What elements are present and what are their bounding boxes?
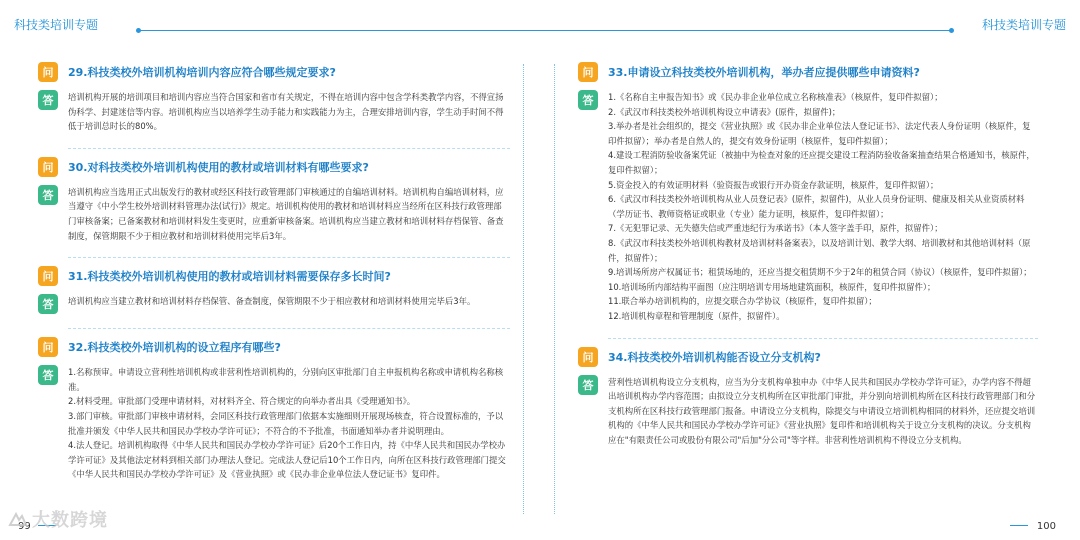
question-row (578, 62, 1038, 82)
answer-paragraph: 2.《武汉市科技类校外培训机构设立申请表》(原件，拟留件)； (608, 106, 841, 117)
question-badge-icon: 问 (38, 337, 58, 357)
column-divider (523, 64, 524, 514)
header-rule-dot (949, 28, 954, 33)
answer-paragraph: 培训机构应当建立教材和培训材料存档保管、备查制度，保管期限不少于相应教材和培训材料使用完毕后3年。 (68, 296, 476, 307)
header-title-left: 科技类培训专题 (14, 18, 99, 32)
qa-block (38, 157, 510, 243)
qa-block (38, 266, 510, 314)
answer-paragraph: 11.联合举办培训机构的，应提交联合办学协议（核原件，复印件拟留）； (608, 296, 877, 307)
answer-paragraph: 培训机构应当选用正式出版发行的教材或经区科技行政管理部门审核通过的自编培训材料。培训机构自编培训材料，应当遵守《中小学生校外培训材料管理办法(试行)》规定。培训机构使用的教材和培训材料应当经所在区科技行政管理部门审核备案；已备案教材和培训材料发生变更时，应重新审核备案。培训机构应当建立教材和培训材料存档保管、备查制度，保管期限不少于相应教材和培训材料使用完毕后3年。 (68, 186, 504, 241)
qa-separator (68, 328, 510, 329)
qa-separator (68, 257, 510, 258)
answer-text (608, 375, 1038, 448)
answer-row (578, 90, 1038, 324)
answer-paragraph: 培训机构开展的培训项目和培训内容应当符合国家和省市有关规定，不得在培训内容中包含学科类教学内容，不得宣扬伪科学、封建迷信等内容。培训机构应当以培养学生动手能力和实践能力为主，合理安排培训内容，学生动手时间不得低于培训总时长的80%。 (68, 92, 504, 132)
answer-badge-icon: 答 (38, 365, 58, 385)
question-badge-icon: 问 (38, 157, 58, 177)
answer-row (38, 365, 510, 482)
header-title-right: 科技类培训专题 (981, 18, 1066, 32)
answer-paragraph: 9.培训场所房产权属证书；租赁场地的，还应当提交租赁期不少于2年的租赁合同（协议）（核原件，复印件拟留）； (608, 267, 1032, 278)
page-number-right: 100 (1036, 521, 1056, 532)
qa-separator (68, 148, 510, 149)
answer-paragraph: 8.《武汉市科技类校外培训机构教材及培训材料备案表》，以及培训计划、教学大纲、培训教材和其他培训材料（原件，拟留件）； (608, 237, 1031, 263)
question-badge-icon: 问 (578, 62, 598, 82)
column-divider (554, 64, 555, 514)
answer-paragraph: 5.资金投入的有效证明材料（验资报告或银行开办资金存款证明，核原件，复印件拟留）； (608, 179, 939, 190)
question-text: 30.对科技类校外培训机构使用的教材或培训材料有哪些要求? (68, 160, 369, 174)
question-row (38, 337, 510, 357)
question-row (38, 62, 510, 82)
page-number-left: 99 (18, 521, 31, 532)
question-badge-icon: 问 (578, 347, 598, 367)
answer-paragraph: 6.《武汉市科技类校外培训机构从业人员登记表》(原件，拟留件)，从业人员身份证明、健康及相关从业资质材料（学历证书、教师资格证或职业（专业）能力证明，核原件，复印件拟留）； (608, 194, 1025, 219)
answer-paragraph: 1.名称预审。申请设立营利性培训机构或非营利性培训机构的，分别向区审批部门自主申报机构名称或申请机构名称核准。 (68, 367, 504, 392)
answer-paragraph: 3.部门审核。审批部门审核申请材料，会同区科技行政管理部门依据本实施细则开展现场核查，符合设置标准的，予以批准并颁发《中华人民共和国民办学校办学许可证》；不符合的不予批准，书面通知举办者并说明理由。 (68, 410, 504, 436)
answer-text (68, 185, 510, 243)
question-row (578, 347, 1038, 367)
watermark (8, 506, 108, 532)
answer-row (38, 294, 510, 314)
answer-paragraph: 7.《无犯罪记录、无失德失信或严重违纪行为承诺书》（本人签字盖手印，原件，拟留件）； (608, 223, 943, 234)
qa-block (578, 62, 1038, 324)
answer-badge-icon: 答 (38, 294, 58, 314)
header-rule-dot (136, 28, 141, 33)
question-row (38, 157, 510, 177)
qa-block (38, 337, 510, 482)
question-text: 32.科技类校外培训机构的设立程序有哪些? (68, 341, 281, 355)
question-row (38, 266, 510, 286)
answer-row (38, 90, 510, 134)
answer-text (608, 90, 1038, 324)
qa-separator (608, 338, 1038, 339)
question-badge-icon: 问 (38, 62, 58, 82)
answer-paragraph: 2.材料受理。审批部门受理申请材料，对材料齐全、符合规定的向举办者出具《受理通知书》。 (68, 396, 416, 407)
right-qa-list (578, 62, 1038, 461)
question-text: 29.科技类校外培训机构培训内容应符合哪些规定要求? (68, 66, 336, 79)
answer-text (68, 90, 510, 134)
header-rule-right (540, 30, 950, 40)
answer-badge-icon: 答 (38, 185, 58, 205)
left-qa-list (38, 62, 510, 496)
answer-paragraph: 3.举办者是社会组织的，提交《营业执照》或《民办非企业单位法人登记证书》、法定代表人身份证明（核原件，复印件拟留）；举办者是自然人的，提交有效身份证明（核原件，复印件拟留）； (608, 121, 1031, 146)
answer-paragraph: 1.《名称自主申报告知书》或《民办非企业单位成立名称核准表》（核原件，复印件拟留）； (608, 92, 943, 102)
answer-text (68, 365, 510, 482)
answer-row (38, 185, 510, 243)
question-text: 31.科技类校外培训机构使用的教材或培训材料需要保存多长时间? (68, 270, 391, 284)
question-text: 34.科技类校外培训机构能否设立分支机构? (608, 350, 821, 364)
question-badge-icon: 问 (38, 266, 58, 286)
header-rule-left (140, 30, 540, 40)
question-text: 33.申请设立科技类校外培训机构，举办者应提供哪些申请资料? (608, 66, 920, 79)
answer-badge-icon: 答 (38, 90, 58, 110)
answer-paragraph: 12.培训机构章程和管理制度（原件，拟留件）。 (608, 310, 785, 321)
qa-block (38, 62, 510, 134)
watermark-text: 大数跨境 (32, 510, 108, 531)
answer-paragraph: 10.培训场所内部结构平面图（应注明培训专用场地建筑面积，核原件，复印件拟留件）； (608, 281, 936, 292)
answer-text (68, 294, 510, 309)
answer-badge-icon: 答 (578, 375, 598, 395)
right-page (540, 0, 1080, 540)
answer-paragraph: 4.法人登记。培训机构取得《中华人民共和国民办学校办学许可证》后20个工作日内，持《中华人民共和国民办学校办学许可证》及其他法定材料到相关部门办理法人登记。完成法人登记后10个工作日内，向所在区科技行政管理部门提交《中华人民共和国民办学校办学许可证》及《营业执照》或《民办非企业单位法人登记证书》复印件。 (68, 440, 506, 480)
answer-badge-icon: 答 (578, 90, 598, 110)
page-number-rule (1010, 525, 1028, 526)
answer-paragraph: 营利性培训机构设立分支机构，应当为分支机构单独申办《中华人民共和国民办学校办学许可证》，办学内容不得超出培训机构办学内容范围；由拟设立分支机构所在区审批部门审批，并分别向培训机构所在区科技行政管理部门和分支机构所在区科技行政管理部门报备。申请设立分支机构，除提交与申请设立培训机构相同的材料外，还应提交培训机构的《中华人民共和国民办学校办学许可证》《营业执照》复印件和培训机构关于设立分支机构的决议。分支机构应在"有限责任公司或股份有限公司"后加"分公司"等字样。非营利性培训机构不得设立分支机构。 (608, 376, 1036, 445)
qa-block (578, 347, 1038, 448)
watermark-logo-icon (8, 511, 28, 529)
answer-row (578, 375, 1038, 448)
answer-paragraph: 4.建设工程消防验收备案凭证（被抽中为检查对象的还应提交建设工程消防验收备案抽查结果合格通知书，核原件，复印件拟留）； (608, 150, 1035, 175)
